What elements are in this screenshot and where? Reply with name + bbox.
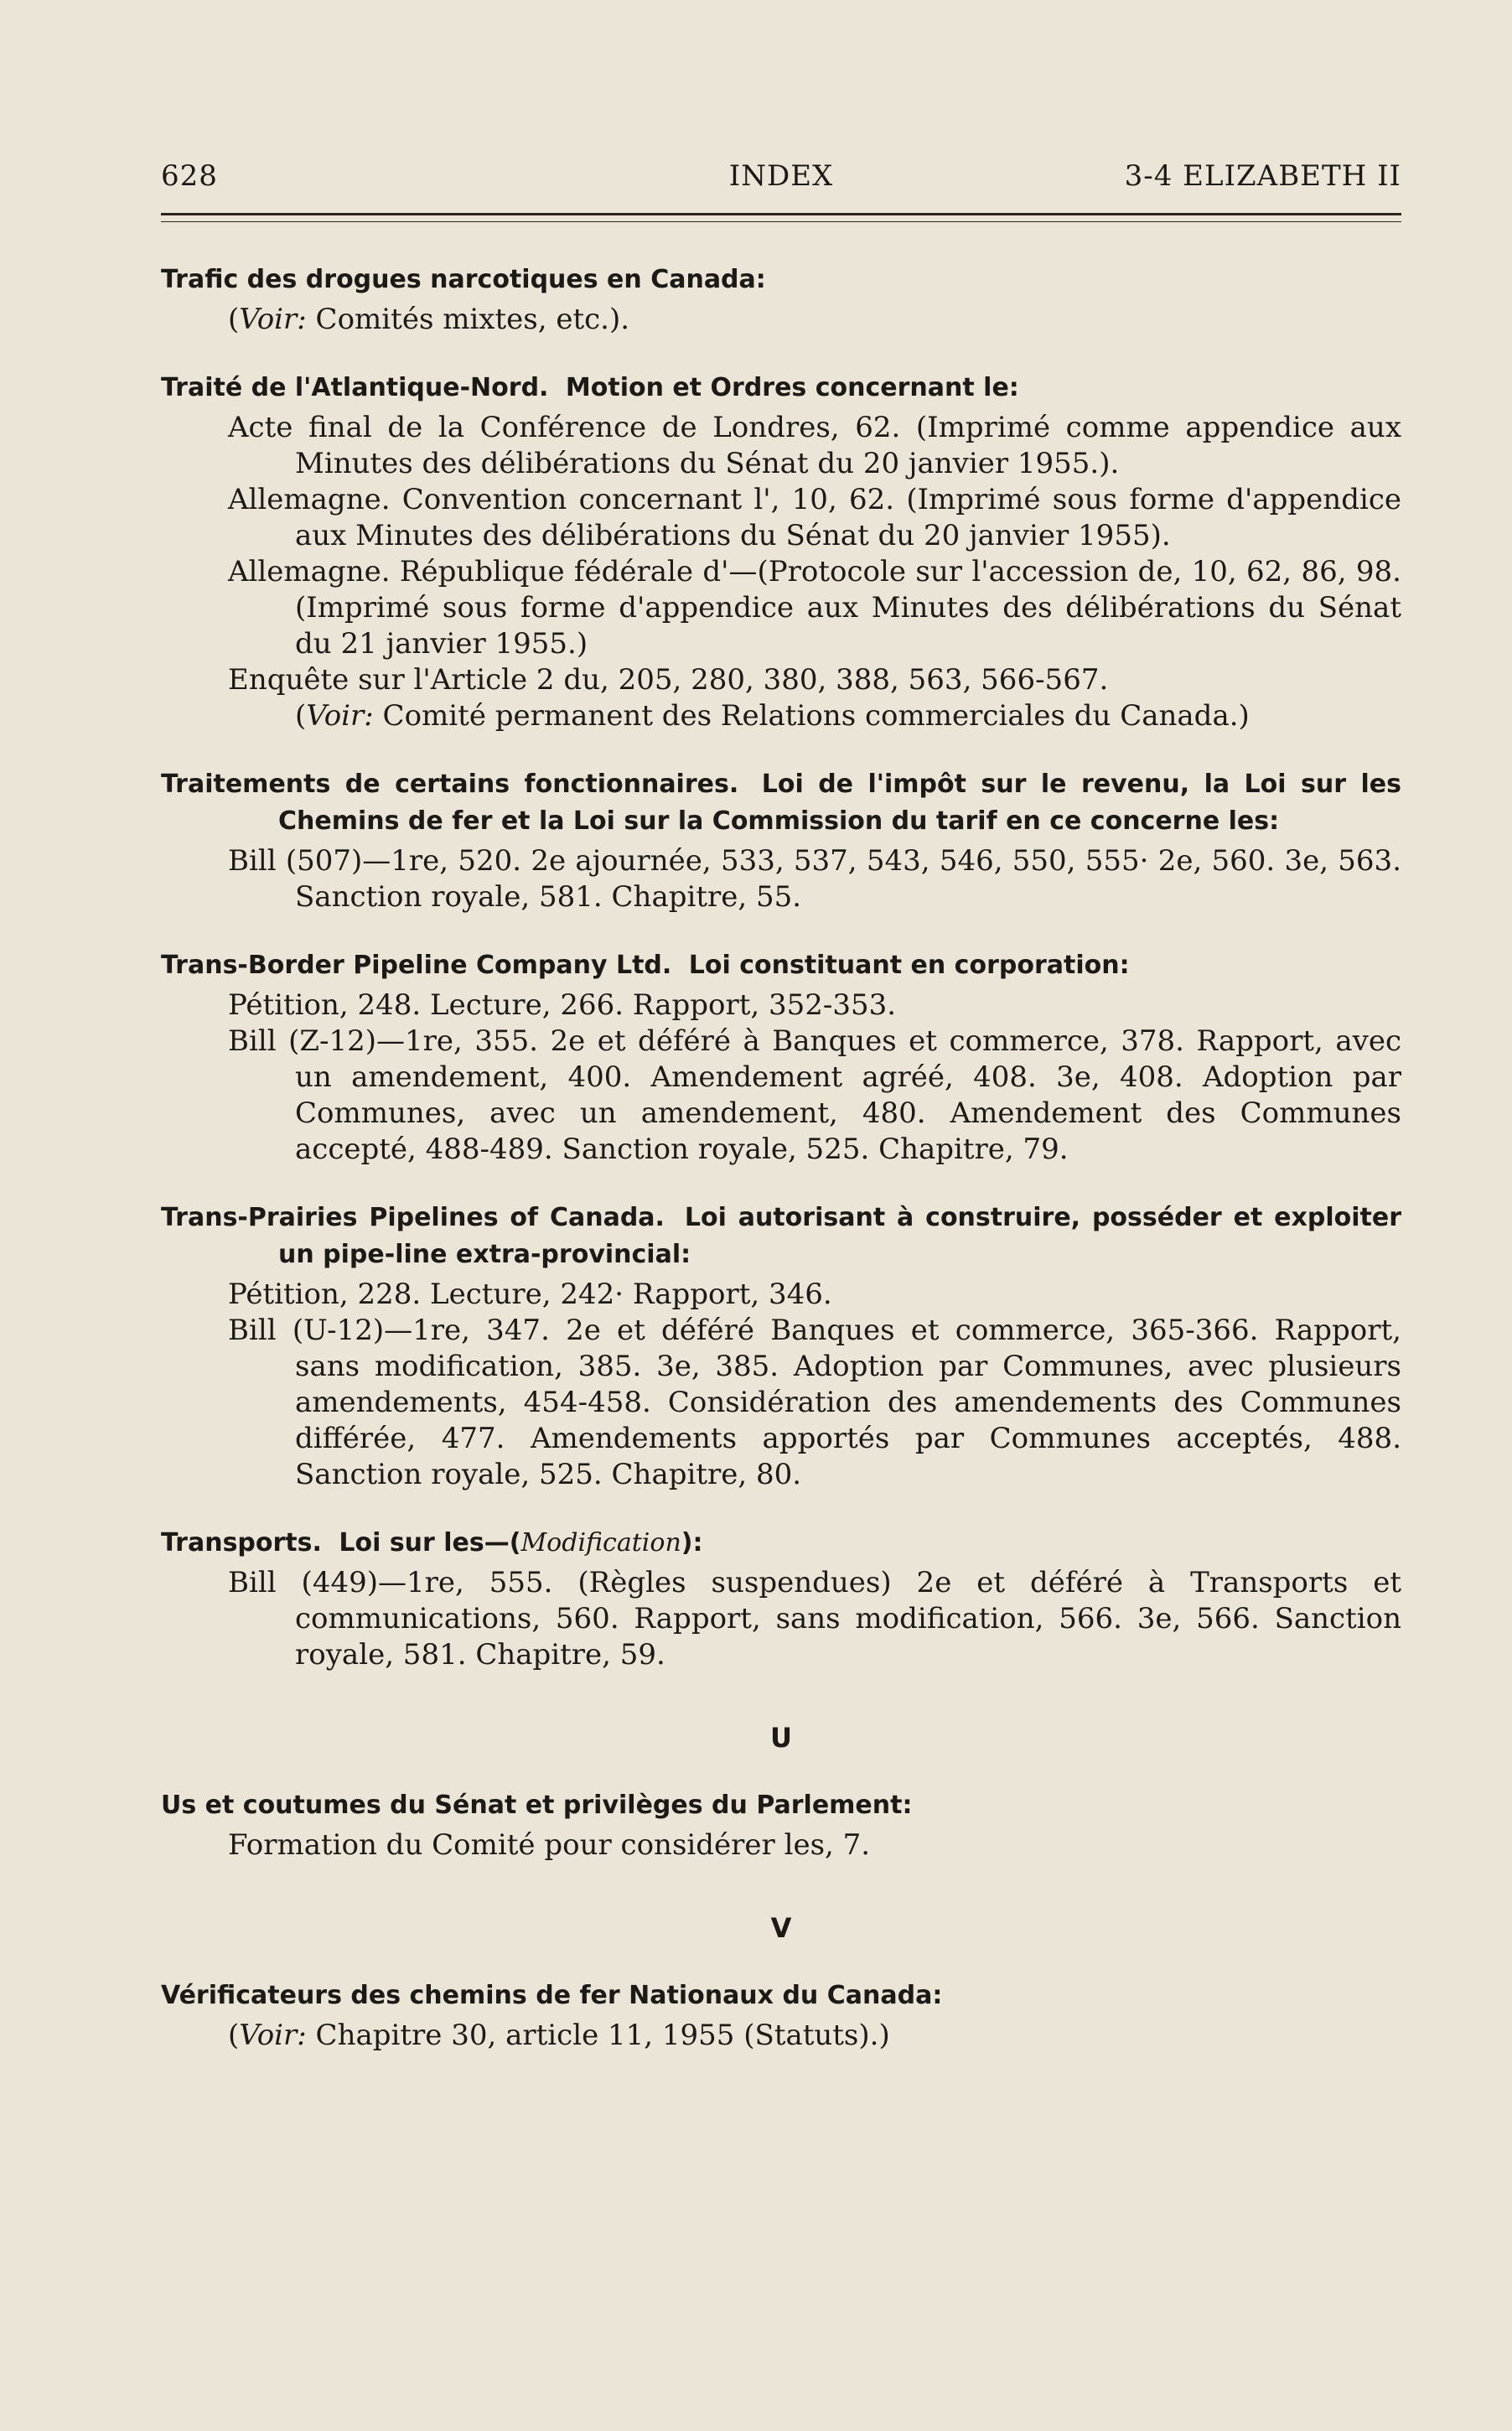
heading-mid: Loi sur les—( — [339, 1528, 521, 1558]
index-entry-traitements — [161, 766, 1401, 915]
voir-label: Voir: — [306, 699, 374, 733]
header-rule — [161, 213, 1401, 215]
section-letter-u: U — [770, 1722, 792, 1754]
heading-rest: Loi de l'impôt sur le revenu, la Loi sur les Chemins de fer et la Loi sur la Commission du tarif en ce concerne les: — [278, 770, 1401, 836]
entry-reference: (Voir: Comité permanent des Relations commerciales du Canada.) — [295, 699, 1250, 733]
index-entry-transports — [161, 1525, 1401, 1673]
page-number: 628 — [161, 159, 218, 193]
page-title: INDEX — [728, 159, 834, 193]
entry-line: Pétition, 248. Lecture, 266. Rapport, 352-353. — [228, 988, 897, 1022]
heading-lead: Trans-Border Pipeline Company Ltd. — [161, 951, 672, 980]
section-letter-v: V — [770, 1912, 792, 1944]
heading-lead: Traité de l'Atlantique-Nord. — [161, 373, 549, 402]
entry-heading — [161, 947, 1401, 984]
index-entry-verificateurs — [161, 1977, 1401, 2054]
heading-italic: Modification — [520, 1528, 681, 1558]
page-header — [161, 159, 1401, 201]
entry-heading — [161, 370, 1401, 407]
index-content — [161, 262, 1401, 2086]
entry-line: Bill (507)—1re, 520. 2e ajournée, 533, 537, 543, 546, 550, 555· 2e, 560. 3e, 563. Sanction royale, 581. Chapitre, 55. — [228, 844, 1401, 914]
entry-line: Bill (449)—1re, 555. (Règles suspendues) 2e et déféré à Transports et communications, 560. Rapport, sans modification, 566. 3e, 566. Sanction royale, 581. Chapitre, 59. — [228, 1566, 1401, 1672]
voir-text: Comités mixtes, etc.). — [306, 303, 630, 336]
voir-label: Voir: — [239, 303, 307, 336]
entry-line: Bill (U-12)—1re, 347. 2e et déféré Banques et commerce, 365-366. Rapport, sans modification, 385. 3e, 385. Adoption par Communes, avec plusieurs amendements, 454-458. Considération des amendements des Communes différée, 477. Amendements apportés par Communes acceptés, 488. Sanction royale, 525. Chapitre, 80. — [228, 1314, 1401, 1491]
index-entry-transborder — [161, 947, 1401, 1168]
entry-line: Pétition, 228. Lecture, 242· Rapport, 346. — [228, 1278, 832, 1311]
heading-lead: Trans-Prairies Pipelines of Canada. — [161, 1203, 665, 1232]
heading-lead: Transports. — [161, 1528, 322, 1558]
heading-rest: Loi autorisant à construire, posséder et exploiter un pipe-line extra-provincial: — [278, 1203, 1401, 1269]
heading-rest: Motion et Ordres concernant le: — [565, 373, 1019, 402]
heading-rest: Loi constituant en corporation: — [688, 951, 1130, 980]
entry-line: Formation du Comité pour considérer les, 7. — [228, 1828, 871, 1862]
voir-text: Comité permanent des Relations commerciales du Canada.) — [373, 699, 1250, 733]
entry-reference: (Voir: Chapitre 30, article 11, 1955 (Statuts).) — [228, 2019, 890, 2052]
header-rule-thin — [161, 221, 1401, 222]
entry-heading — [161, 766, 1401, 840]
index-entry-trafic — [161, 262, 1401, 338]
index-entry-us — [161, 1787, 1401, 1863]
index-entry-transprairies — [161, 1200, 1401, 1493]
entry-line: Bill (Z-12)—1re, 355. 2e et déféré à Banques et commerce, 378. Rapport, avec un amendement, 400. Amendement agréé, 408. 3e, 408. Adoption par Communes, avec un amendement, 480. Amendement des Communes accepté, 488-489. Sanction royale, 525. Chapitre, 79. — [228, 1024, 1401, 1166]
entry-heading — [161, 1525, 1401, 1562]
entry-line: Enquête sur l'Article 2 du, 205, 280, 380, 388, 563, 566-567. — [228, 663, 1109, 697]
voir-text: Chapitre 30, article 11, 1955 (Statuts).) — [306, 2019, 890, 2052]
entry-line: Acte final de la Conférence de Londres, 62. (Imprimé comme appendice aux Minutes des délibérations du Sénat du 20 janvier 1955.). — [228, 411, 1401, 480]
index-entry-traite — [161, 370, 1401, 734]
entry-heading — [161, 1200, 1401, 1273]
heading-end: ): — [681, 1528, 703, 1558]
entry-line: Allemagne. République fédérale d'—(Protocole sur l'accession de, 10, 62, 86, 98. (Imprimé sous forme d'appendice aux Minutes des délibérations du Sénat du 21 janvier 1955.) — [228, 555, 1401, 661]
regnal-year: 3-4 ELIZABETH II — [1124, 159, 1401, 193]
entry-reference: (Voir: Comités mixtes, etc.). — [228, 303, 630, 336]
voir-label: Voir: — [239, 2019, 307, 2052]
entry-heading: Trafic des drogues narcotiques en Canada: — [161, 265, 766, 294]
heading-lead: Traitements de certains fonctionnaires. — [161, 770, 739, 799]
entry-heading: Vérificateurs des chemins de fer Nationaux du Canada: — [161, 1981, 943, 2010]
entry-heading: Us et coutumes du Sénat et privilèges du Parlement: — [161, 1791, 913, 1820]
entry-line: Allemagne. Convention concernant l', 10, 62. (Imprimé sous forme d'appendice aux Minutes des délibérations du Sénat du 20 janvier 1955). — [228, 483, 1401, 552]
